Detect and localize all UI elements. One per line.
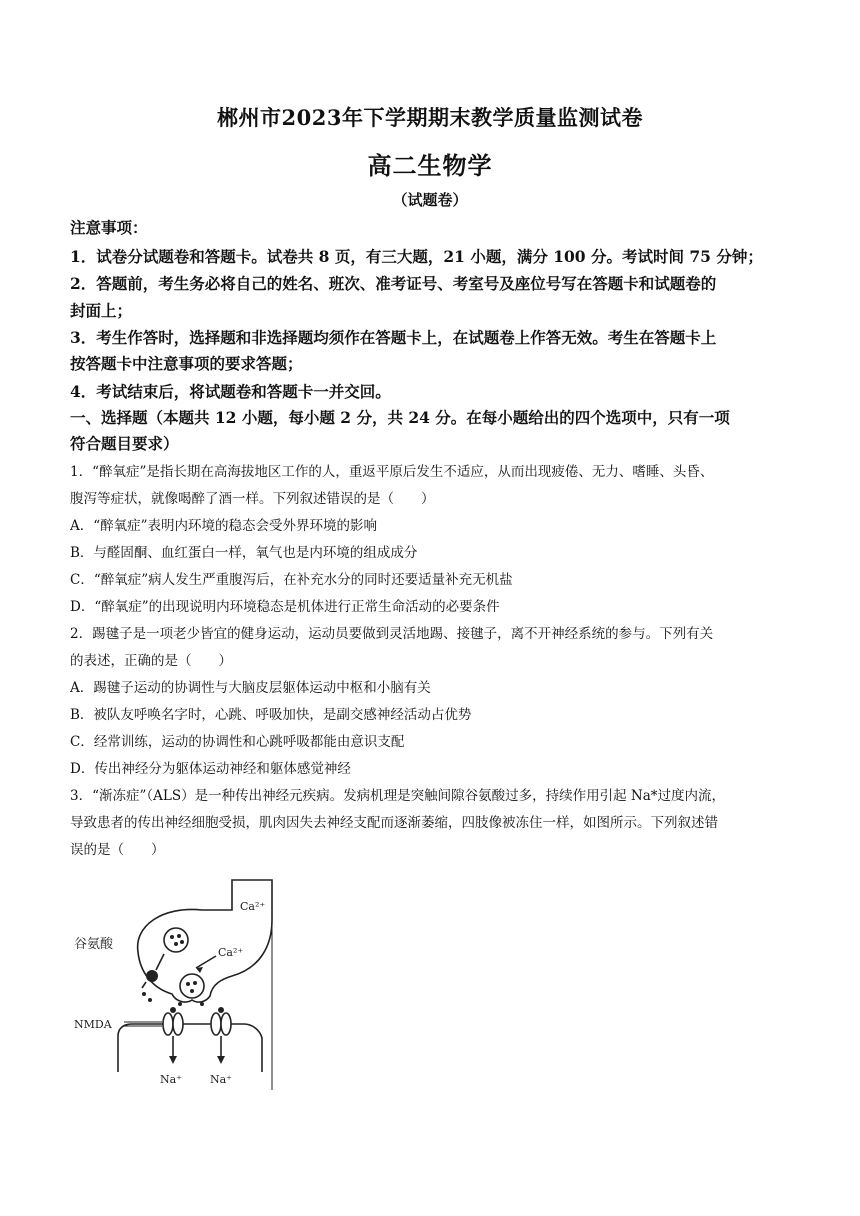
- vesicle-upper: [164, 928, 188, 952]
- label-ca-top: Ca²⁺: [240, 900, 266, 913]
- exam-title: 郴州市2023年下学期期末教学质量监测试卷: [217, 105, 643, 130]
- question-3-stem: 3．“渐冻症”（ALS）是一种传出神经元疾病。发病机理是突触间隙谷氨酸过多，持续作用引起 Na*过度内流，: [70, 788, 726, 804]
- section-heading: 一、选择题（本题共 12 小题，每小题 2 分，共 24 分。在每小题给出的四个选项中，只有一项: [70, 408, 730, 427]
- label-nmda: NMDA: [74, 1018, 112, 1031]
- question-3-stem: 误的是（ ）: [70, 842, 165, 858]
- notes-line: 1．试卷分试题卷和答题卡。试卷共 8 页，有三大题，21 小题，满分 100 分。考试时间 75 分钟；: [70, 247, 763, 266]
- question-2-option-c: C．经常训练，运动的协调性和心跳呼吸都能由意识支配: [70, 734, 405, 750]
- question-2-stem: 2．踢毽子是一项老少皆宜的健身运动，运动员要做到灵活地踢、接毽子，离不开神经系统的参与。下列有关: [70, 626, 714, 642]
- question-2-option-d: D．传出神经分为躯体运动神经和躯体感觉神经: [70, 761, 351, 777]
- question-1-option-c: C．“醉氧症”病人发生严重腹泻后，在补充水分的同时还要适量补充无机盐: [70, 572, 513, 588]
- question-1-option-a: A．“醉氧症”表明内环境的稳态会受外界环境的影响: [70, 518, 378, 534]
- calcium-arrow: [196, 956, 216, 968]
- section-heading: 符合题目要求）: [70, 434, 179, 453]
- question-2-option-b: B．被队友呼唤名字时，心跳、呼吸加快，是副交感神经活动占优势: [70, 707, 472, 723]
- presynaptic-membrane: [138, 880, 272, 1002]
- nmda-channel-left: [163, 1013, 173, 1035]
- notes-heading: 注意事项：: [70, 218, 148, 237]
- question-1-stem: 1．“醉氧症”是指长期在高海拔地区工作的人，重返平原后发生不适应，从而出现疲倦、无力、嗜睡、头昏、: [70, 464, 714, 480]
- synapse-diagram: [72, 876, 278, 1090]
- notes-line: 按答题卡中注意事项的要求答题；: [70, 354, 303, 373]
- notes-line: 3．考生作答时，选择题和非选择题均须作在答题卡上，在试题卷上作答无效。考生在答题卡上: [70, 328, 717, 347]
- question-2-option-a: A．踢毽子运动的协调性与大脑皮层躯体运动中枢和小脑有关: [70, 680, 431, 696]
- vesicle-lower: [180, 974, 204, 998]
- question-1-option-d: D．“醉氧症”的出现说明内环境稳态是机体进行正常生命活动的必要条件: [70, 599, 500, 615]
- question-1-option-b: B．与醛固酮、血红蛋白一样，氧气也是内环境的组成成分: [70, 545, 418, 561]
- label-na-right: Na⁺: [210, 1073, 232, 1086]
- notes-line: 4．考试结束后，将试题卷和答题卡一并交回。: [70, 382, 391, 401]
- postsynaptic-membrane: [118, 1024, 262, 1072]
- label-na-left: Na⁺: [160, 1073, 182, 1086]
- question-3-stem: 导致患者的传出神经细胞受损，肌肉因失去神经支配而逐渐萎缩，四肢像被冻住一样，如图所示。下列叙述错: [70, 815, 718, 831]
- glutamate-receptor-dot: [146, 970, 158, 982]
- label-ca-mid: Ca²⁺: [218, 946, 244, 959]
- notes-line: 2．答题前，考生务必将自己的姓名、班次、准考证号、考室号及座位号写在答题卡和试题卷的: [70, 274, 717, 293]
- nmda-channel-right: [211, 1013, 221, 1035]
- booklet-label: （试题卷）: [392, 191, 468, 209]
- subject-title: 高二生物学: [367, 151, 493, 180]
- label-glutamate: 谷氨酸: [74, 937, 114, 952]
- notes-line: 封面上；: [70, 301, 133, 320]
- question-1-stem: 腹泻等症状，就像喝醉了酒一样。下列叙述错误的是（ ）: [70, 491, 435, 507]
- question-2-stem: 的表述，正确的是（ ）: [70, 653, 232, 669]
